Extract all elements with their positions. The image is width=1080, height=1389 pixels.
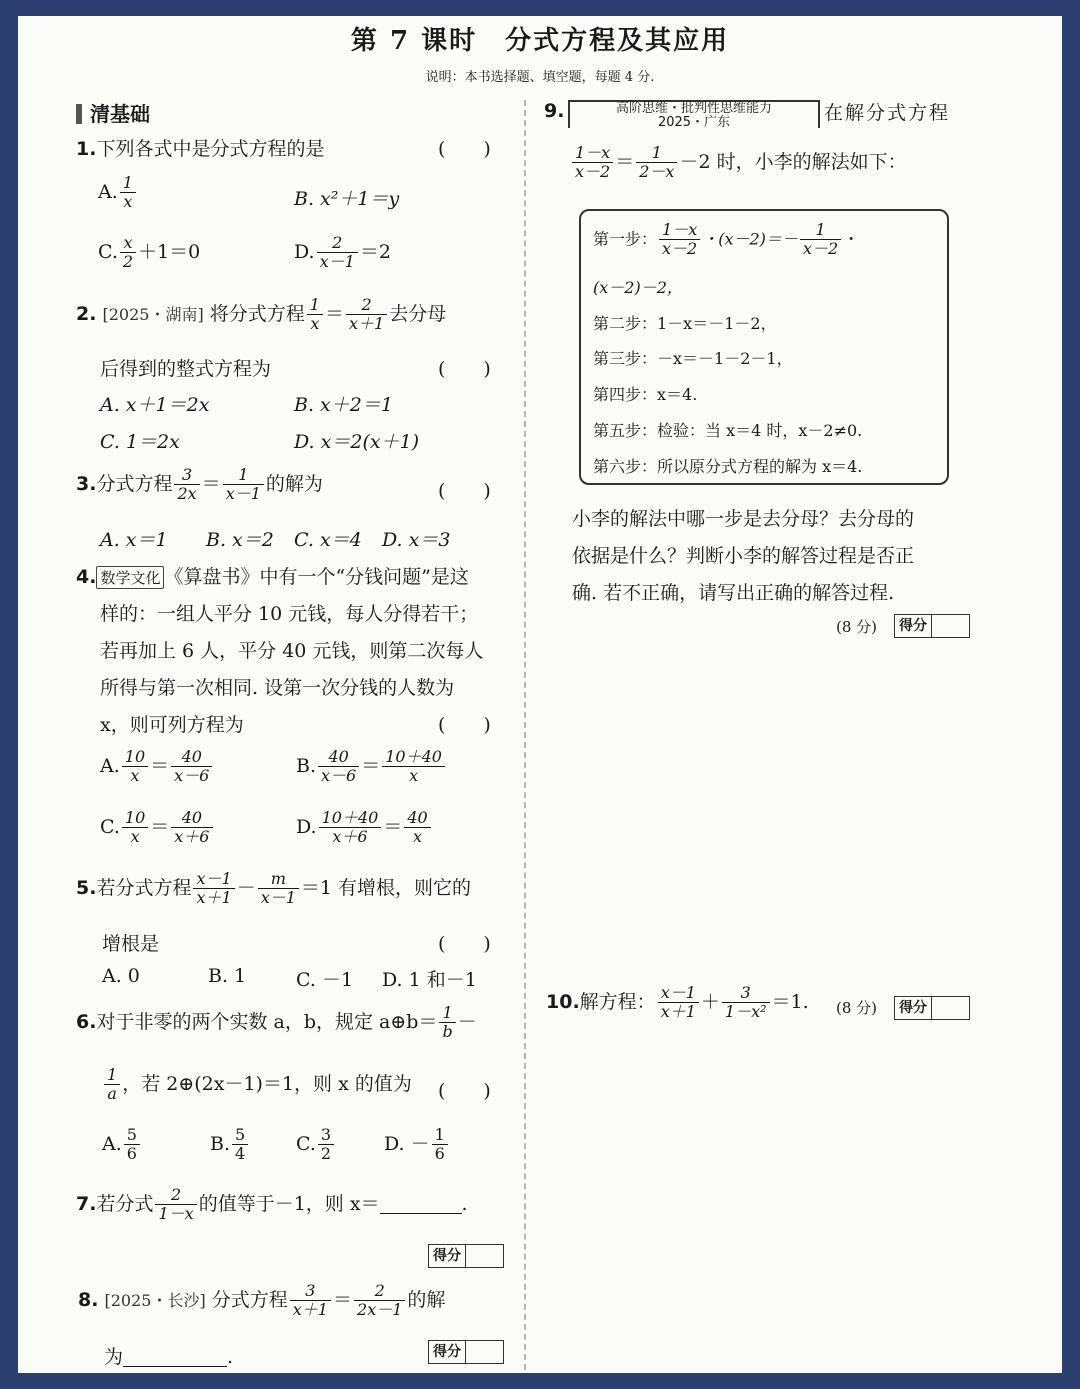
answer-paren: ( ): [438, 358, 491, 380]
question-8-line2: 为 .: [104, 1346, 234, 1368]
question-9-line2: $\frac{1-x}{x-2}$ ＝ $\frac{1}{2-x}$ －2 时，小李的解法如下：: [570, 144, 907, 182]
step-3: 第三步：－x＝－1－2－1，: [593, 349, 793, 368]
higher-order-thinking-tag: 高阶思维・批判性思维能力 2025・广东: [568, 100, 820, 128]
question-9-points: (8 分): [836, 618, 878, 636]
question-8-stem: 8. [2025・长沙] 分式方程 $\frac{3}{x+1}$ ＝ $\frac{2}{2x-1}$ 的解: [78, 1281, 446, 1320]
question-1-stem: 1.下列各式中是分式方程的是: [76, 138, 325, 160]
question-5-stem: 5.若分式方程 $\frac{x-1}{x+1}$ － $\frac{m}{x-1}$ ＝1 有增根，则它的: [76, 869, 472, 908]
answer-paren: ( ): [438, 1080, 491, 1102]
q1-option-a: A. $\frac{1}{x}$: [98, 174, 138, 212]
answer-paren: ( ): [438, 480, 491, 502]
answer-paren: ( ): [438, 138, 491, 160]
q6-option-d: D. － $\frac{1}{6}$: [384, 1126, 450, 1164]
q6-option-a: A. $\frac{5}{6}$: [102, 1126, 142, 1164]
answer-blank[interactable]: [123, 1348, 227, 1367]
step-1: 第一步： $\frac{1-x}{x-2}$ ・(x－2)＝－ $\frac{1}{x-2}$ ・: [593, 220, 860, 259]
step-2: 第二步：1－x＝－1－2，: [593, 314, 777, 333]
q2-option-a: A. x＋1＝2x: [100, 394, 210, 416]
question-5-line2: 增根是: [102, 933, 160, 955]
worksheet-page: [18, 16, 1062, 1373]
q5-option-d: D. 1 和－1: [382, 969, 477, 991]
question-2-stem: 2. [2025・湖南] 将分式方程 $\frac{1}{x}$ ＝ $\frac{2}{x+1}$ 去分母: [76, 295, 447, 334]
step-6: 第六步：所以原分式方程的解为 x＝4.: [593, 457, 863, 476]
answer-paren: ( ): [438, 933, 491, 955]
question-9-number: 9.: [544, 100, 565, 122]
q5-option-a: A. 0: [102, 965, 140, 987]
question-2-line2: 后得到的整式方程为: [100, 358, 272, 380]
q6-option-c: C. $\frac{3}{2}$: [296, 1126, 336, 1164]
question-9-ask-3: 确. 若不正确，请写出正确的解答过程.: [572, 582, 895, 604]
score-box[interactable]: 得分: [894, 614, 970, 638]
q3-option-d: D. x＝3: [382, 529, 451, 551]
q1-option-c: C. $\frac{x}{2}$ ＋1＝0: [98, 233, 201, 272]
q2-option-c: C. 1＝2x: [100, 431, 180, 453]
q1-option-b: B. x²＋1＝y: [294, 188, 400, 210]
score-box[interactable]: 得分: [894, 996, 970, 1020]
question-9-stem: 在解分式方程: [824, 102, 951, 124]
score-box[interactable]: 得分: [428, 1244, 504, 1268]
question-4-line5: x，则可列方程为: [100, 714, 244, 736]
q3-option-a: A. x＝1: [100, 529, 168, 551]
q5-option-c: C. －1: [296, 969, 354, 991]
question-9-ask-2: 依据是什么？判断小李的解答过程是否正: [572, 545, 915, 567]
step-5: 第五步：检验：当 x＝4 时，x－2≠0.: [593, 421, 863, 440]
q4-option-c: C. $\frac{10}{x}$ ＝ $\frac{40}{x+6}$: [100, 809, 215, 847]
question-4-line2: 样的：一组人平分 10 元钱，每人分得若干；: [100, 603, 479, 625]
step-1-continued: (x－2)－2，: [593, 278, 683, 297]
q2-option-d: D. x＝2(x＋1): [294, 431, 420, 453]
section-bar-icon: [76, 104, 82, 124]
q3-option-b: B. x＝2: [206, 529, 274, 551]
q4-option-b: B. $\frac{40}{x-6}$ ＝ $\frac{10+40}{x}$: [296, 748, 447, 786]
q5-option-b: B. 1: [208, 965, 247, 987]
question-4-line4: 所得与第一次相同. 设第一次分钱的人数为: [100, 677, 455, 699]
question-4-line3: 若再加上 6 人，平分 40 元钱，则第二次每人: [100, 640, 484, 662]
answer-blank[interactable]: [380, 1195, 462, 1214]
q4-option-a: A. $\frac{10}{x}$ ＝ $\frac{40}{x-6}$: [100, 748, 214, 786]
question-9-ask-1: 小李的解法中哪一步是去分母？去分母的: [572, 508, 915, 530]
q1-option-d: D. $\frac{2}{x-1}$ ＝2: [294, 233, 391, 272]
question-6-line2: $\frac{1}{a}$ ，若 2⊕(2x－1)＝1，则 x 的值为: [102, 1066, 412, 1104]
question-4-stem: 4. 数学文化 《算盘书》中有一个“分钱问题”是这: [76, 566, 469, 588]
q4-option-d: D. $\frac{10+40}{x+6}$ ＝ $\frac{40}{x}$: [296, 809, 433, 847]
section-heading: 清基础: [76, 98, 150, 127]
question-7-stem: 7.若分式 $\frac{2}{1-x}$ 的值等于－1，则 x＝ .: [76, 1185, 468, 1224]
q2-option-b: B. x＋2＝1: [294, 394, 393, 416]
question-3-stem: 3.分式方程 $\frac{3}{2x}$ ＝ $\frac{1}{x-1}$ 的解为: [76, 465, 323, 504]
score-box[interactable]: 得分: [428, 1340, 504, 1364]
question-10-stem: 10.解方程： $\frac{x-1}{x+1}$ ＋ $\frac{3}{\text{1－x²}}$ ＝1.: [546, 983, 809, 1022]
answer-paren: ( ): [438, 714, 491, 736]
q3-option-c: C. x＝4: [294, 529, 362, 551]
q6-option-b: B. $\frac{5}{4}$: [210, 1126, 250, 1164]
instructions-note: 说明：本书选择题、填空题，每题 4 分.: [425, 70, 655, 85]
page-title: 第 7 课时 分式方程及其应用: [350, 26, 730, 56]
question-6-stem: 6.对于非零的两个实数 a，b，规定 a⊕b＝ $\frac{1}{b}$ －: [76, 1003, 477, 1042]
column-divider: [524, 100, 526, 1370]
step-4: 第四步：x＝4.: [593, 385, 698, 404]
question-10-points: (8 分): [836, 999, 878, 1017]
math-culture-badge: 数学文化: [96, 566, 164, 589]
